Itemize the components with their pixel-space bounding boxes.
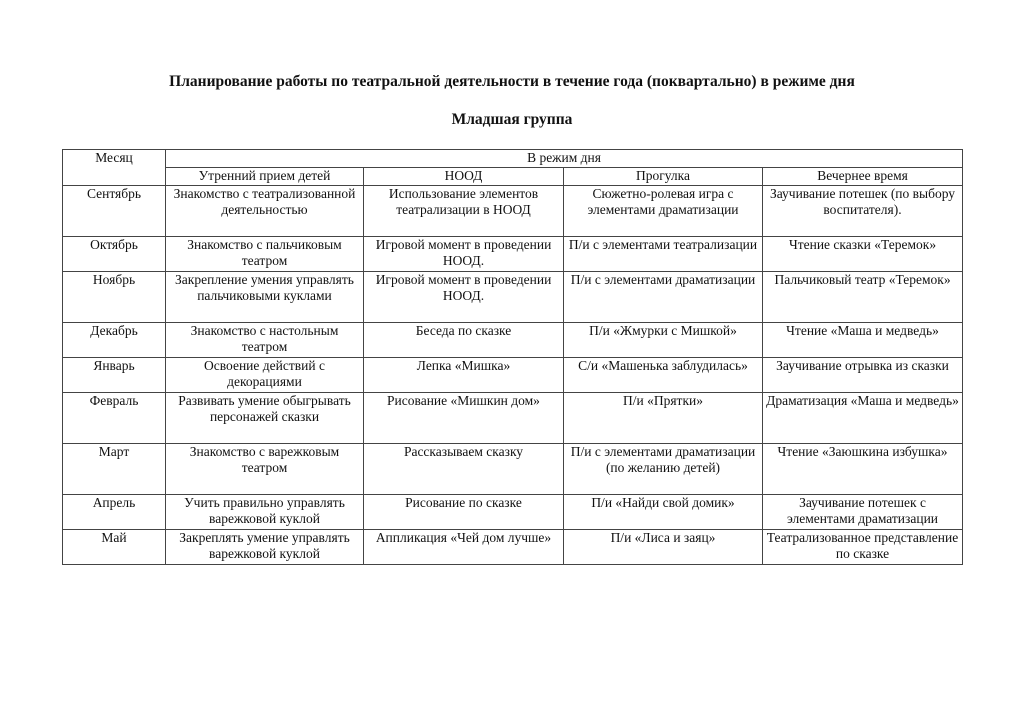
header-month: Месяц [63,150,166,186]
cell-walk: Сюжетно-ролевая игра с элементами драматизации [564,186,763,237]
cell-morning: Знакомство с настольным театром [166,323,364,358]
cell-walk: П/и «Жмурки с Мишкой» [564,323,763,358]
table-row [63,444,963,495]
header-evening: Вечернее время [763,168,963,186]
cell-walk: П/и «Лиса и заяц» [564,530,763,565]
table-row [63,495,963,530]
cell-nood: Игровой момент в проведении НООД. [364,272,564,323]
cell-morning: Закрепление умения управлять пальчиковыми куклами [166,272,364,323]
cell-morning: Развивать умение обыгрывать персонажей сказки [166,393,364,444]
cell-nood: Рисование «Мишкин дом» [364,393,564,444]
cell-morning: Знакомство с театрализованной деятельностью [166,186,364,237]
table-row [63,530,963,565]
plan-table [62,149,963,565]
table-row [63,237,963,272]
cell-evening: Пальчиковый театр «Теремок» [763,272,963,323]
cell-walk: П/и «Найди свой домик» [564,495,763,530]
cell-month: Октябрь [63,237,166,272]
cell-month: Январь [63,358,166,393]
header-nood: НООД [364,168,564,186]
cell-walk: П/и «Прятки» [564,393,763,444]
cell-morning: Закреплять умение управлять варежковой куклой [166,530,364,565]
cell-nood: Игровой момент в проведении НООД. [364,237,564,272]
cell-month: Февраль [63,393,166,444]
cell-nood: Рисование по сказке [364,495,564,530]
group-subtitle: Младшая группа [451,111,573,128]
cell-evening: Чтение сказки «Теремок» [763,237,963,272]
cell-evening: Театрализованное представление по сказке [763,530,963,565]
cell-nood: Использование элементов театрализации в НООД [364,186,564,237]
cell-walk: П/и с элементами театрализации [564,237,763,272]
cell-nood: Рассказываем сказку [364,444,564,495]
table-subheader-row [63,168,963,186]
table-row [63,186,963,237]
table-row [63,272,963,323]
cell-month: Декабрь [63,323,166,358]
page-title: Планирование работы по театральной деятельности в течение года (поквартально) в режиме дня [169,73,855,90]
cell-month: Ноябрь [63,272,166,323]
header-mode: В режим дня [166,150,963,168]
cell-evening: Драматизация «Маша и медведь» [763,393,963,444]
header-morning: Утренний прием детей [166,168,364,186]
cell-evening: Чтение «Маша и медведь» [763,323,963,358]
header-walk: Прогулка [564,168,763,186]
cell-month: Сентябрь [63,186,166,237]
cell-walk: П/и с элементами драматизации (по желанию детей) [564,444,763,495]
cell-walk: С/и «Машенька заблудилась» [564,358,763,393]
cell-month: Май [63,530,166,565]
cell-morning: Знакомство с варежковым театром [166,444,364,495]
cell-morning: Учить правильно управлять варежковой куклой [166,495,364,530]
table-row [63,358,963,393]
cell-nood: Беседа по сказке [364,323,564,358]
cell-nood: Лепка «Мишка» [364,358,564,393]
cell-evening: Чтение «Заюшкина избушка» [763,444,963,495]
cell-morning: Освоение действий с декорациями [166,358,364,393]
cell-walk: П/и с элементами драматизации [564,272,763,323]
cell-evening: Заучивание отрывка из сказки [763,358,963,393]
cell-month: Апрель [63,495,166,530]
cell-evening: Заучивание потешек (по выбору воспитателя). [763,186,963,237]
cell-nood: Аппликация «Чей дом лучше» [364,530,564,565]
table-row [63,393,963,444]
table-row [63,323,963,358]
cell-evening: Заучивание потешек с элементами драматизации [763,495,963,530]
table-header-row [63,150,963,168]
cell-month: Март [63,444,166,495]
cell-morning: Знакомство с пальчиковым театром [166,237,364,272]
